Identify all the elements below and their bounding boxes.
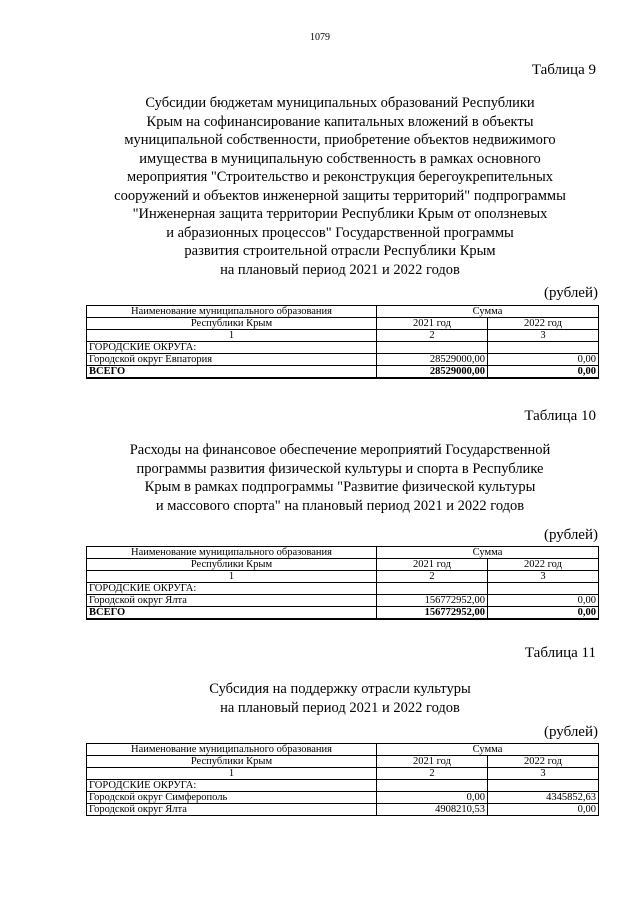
- col-num: 3: [488, 571, 599, 583]
- total-value-2022: 0,00: [488, 607, 599, 620]
- title-line: программы развития физической культуры и спорта в Республике: [136, 460, 544, 477]
- table-10-title: [60, 441, 620, 515]
- table-9-title: [60, 94, 620, 279]
- col-num: 3: [488, 330, 599, 342]
- table-10-units: (рублей): [543, 527, 598, 543]
- row-name: Городской округ Ялта: [87, 804, 377, 816]
- title-line: Крым на софинансирование капитальных вложений в объекты: [146, 113, 534, 130]
- header-row: [87, 547, 599, 559]
- title-line: Крым в рамках подпрограммы "Развитие физической культуры: [144, 479, 536, 495]
- title-line: Субсидия на поддержку отрасли культуры: [209, 681, 471, 697]
- name-col-header: Наименование муниципального образования: [87, 744, 377, 756]
- name-col-header-2: Республики Крым: [87, 559, 377, 571]
- total-value-2022: 0,00: [488, 366, 599, 379]
- year-2022-header: 2022 год: [488, 318, 599, 330]
- table-11-title: [60, 680, 620, 717]
- table-11-label: Таблица 11: [524, 645, 596, 661]
- year-2022-header: 2022 год: [488, 559, 599, 571]
- table-10-label: Таблица 10: [524, 408, 596, 424]
- name-col-header: Наименование муниципального образования: [87, 547, 377, 559]
- year-2022-header: 2022 год: [488, 756, 599, 768]
- row-value-2022: 0,00: [488, 804, 599, 816]
- sum-col-header: Сумма: [377, 744, 599, 756]
- col-num: 1: [87, 768, 377, 780]
- total-row: [87, 366, 599, 379]
- col-num: 2: [377, 330, 488, 342]
- table-9-label: Таблица 9: [531, 62, 596, 78]
- title-line: и абразионных процессов" Государственной программы: [166, 224, 514, 241]
- year-2021-header: 2021 год: [377, 559, 488, 571]
- row-value-2022: 0,00: [488, 595, 599, 607]
- row-value-2021: 0,00: [377, 792, 488, 804]
- col-num: 3: [488, 768, 599, 780]
- group-label: ГОРОДСКИЕ ОКРУГА:: [87, 583, 377, 595]
- title-line: муниципальной собственности, приобретение объектов недвижимого: [124, 132, 556, 148]
- title-line: Субсидии бюджетам муниципальных образований Республики: [145, 95, 535, 111]
- title-line: на плановый период 2021 и 2022 годов: [220, 261, 460, 278]
- table-row: [87, 792, 599, 804]
- table-9-units: (рублей): [543, 285, 598, 301]
- group-row: [87, 583, 599, 595]
- col-num: 2: [377, 768, 488, 780]
- group-row: [87, 780, 599, 792]
- row-name: Городской округ Симферополь: [87, 792, 377, 804]
- title-line: Расходы на финансовое обеспечение мероприятий Государственной: [129, 442, 551, 458]
- total-value-2021: 156772952,00: [377, 607, 488, 620]
- col-num: 2: [377, 571, 488, 583]
- total-value-2021: 28529000,00: [377, 366, 488, 379]
- sum-col-header: Сумма: [377, 306, 599, 318]
- col-num: 1: [87, 330, 377, 342]
- total-label: ВСЕГО: [87, 366, 377, 379]
- page-number: 1079: [310, 32, 330, 43]
- total-label: ВСЕГО: [87, 607, 377, 620]
- row-name: Городской округ Евпатория: [87, 354, 377, 366]
- header-row: [87, 744, 599, 756]
- column-number-row: [87, 571, 599, 583]
- year-2021-header: 2021 год: [377, 756, 488, 768]
- group-label: ГОРОДСКИЕ ОКРУГА:: [87, 780, 377, 792]
- total-row: [87, 607, 599, 620]
- title-line: на плановый период 2021 и 2022 годов: [220, 699, 460, 716]
- table-10: [86, 546, 599, 620]
- table-9: [86, 305, 599, 379]
- row-value-2021: 4908210,53: [377, 804, 488, 816]
- table-11: [86, 743, 599, 816]
- header-row: [87, 559, 599, 571]
- table-11-units: (рублей): [543, 724, 598, 740]
- title-line: сооружений и объектов инженерной защиты территорий" подпрограммы: [114, 187, 566, 204]
- row-value-2021: 156772952,00: [377, 595, 488, 607]
- sum-col-header: Сумма: [377, 547, 599, 559]
- title-line: "Инженерная защита территории Республики Крым от оползневых: [132, 206, 548, 222]
- header-row: [87, 306, 599, 318]
- row-value-2022: 0,00: [488, 354, 599, 366]
- table-row: [87, 354, 599, 366]
- title-line: мероприятия "Строительство и реконструкция берегоукрепительных: [126, 169, 554, 185]
- col-num: 1: [87, 571, 377, 583]
- column-number-row: [87, 330, 599, 342]
- title-line: имущества в муниципальную собственность в рамках основного: [139, 150, 541, 167]
- group-label: ГОРОДСКИЕ ОКРУГА:: [87, 342, 377, 354]
- name-col-header: Наименование муниципального образования: [87, 306, 377, 318]
- row-value-2021: 28529000,00: [377, 354, 488, 366]
- table-row: [87, 595, 599, 607]
- year-2021-header: 2021 год: [377, 318, 488, 330]
- table-row: [87, 804, 599, 816]
- column-number-row: [87, 768, 599, 780]
- row-name: Городской округ Ялта: [87, 595, 377, 607]
- title-line: и массового спорта" на плановый период 2021 и 2022 годов: [155, 497, 525, 514]
- group-row: [87, 342, 599, 354]
- header-row: [87, 318, 599, 330]
- title-line: развития строительной отрасли Республики Крым: [184, 243, 496, 259]
- name-col-header-2: Республики Крым: [87, 756, 377, 768]
- header-row: [87, 756, 599, 768]
- name-col-header-2: Республики Крым: [87, 318, 377, 330]
- row-value-2022: 4345852,63: [488, 792, 599, 804]
